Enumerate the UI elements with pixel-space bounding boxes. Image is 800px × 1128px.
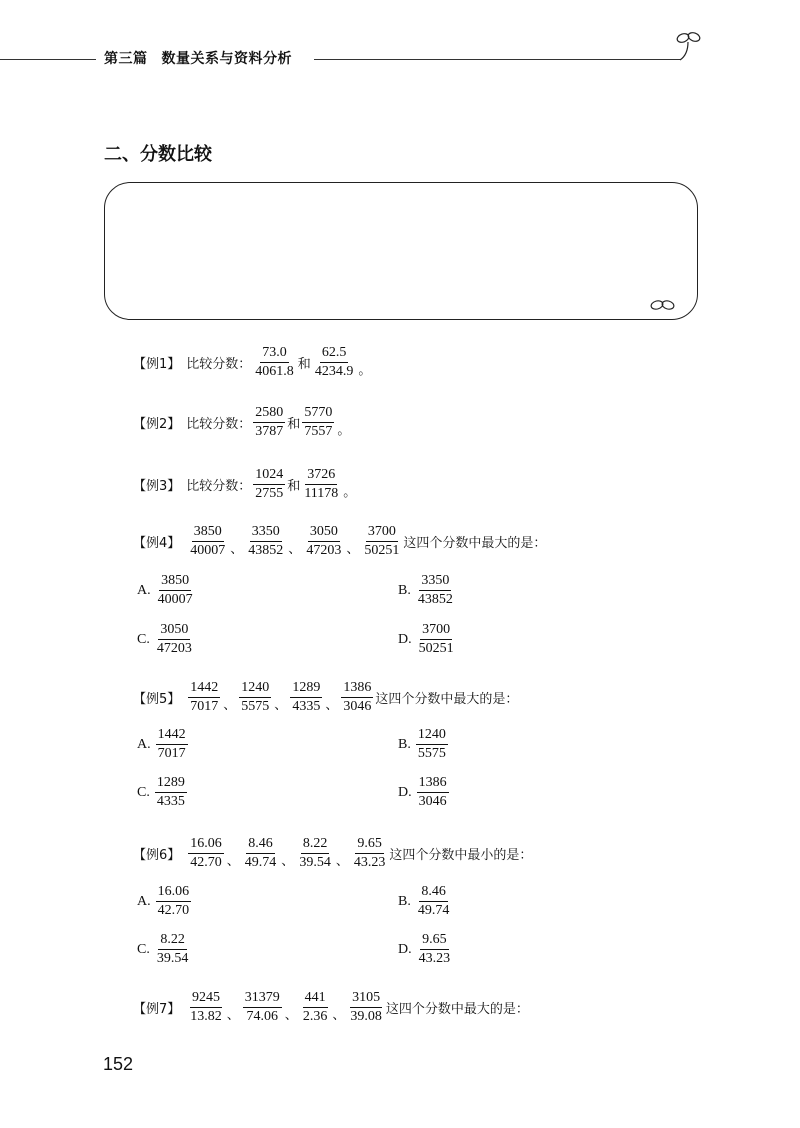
numerator: 3700 — [366, 524, 398, 542]
sprout-icon — [672, 28, 706, 62]
numerator: 62.5 — [320, 345, 349, 363]
option-letter: D. — [398, 631, 412, 647]
example-label: 【例7】 — [133, 1002, 181, 1018]
numerator: 16.06 — [188, 836, 224, 854]
denominator: 43852 — [248, 543, 284, 559]
example-label: 【例4】 — [133, 536, 181, 552]
running-header — [104, 48, 292, 68]
example-prompt: 这四个分数中最大的是： — [385, 1002, 529, 1018]
denominator: 50251 — [364, 543, 400, 559]
denominator: 49.74 — [244, 855, 277, 871]
fraction — [188, 524, 227, 559]
example-row — [133, 467, 357, 502]
denominator: 3046 — [343, 699, 372, 715]
answer-option — [137, 573, 197, 608]
fraction — [416, 884, 452, 919]
numerator: 1240 — [416, 727, 448, 745]
chapter-label: 第三篇 — [104, 51, 148, 67]
denominator: 11178 — [304, 486, 339, 502]
fraction — [417, 932, 453, 967]
fraction — [297, 836, 333, 871]
numerator: 8.46 — [246, 836, 275, 854]
example-prompt: 这四个分数中最小的是： — [389, 848, 533, 864]
option-letter: D. — [398, 784, 412, 800]
fraction — [188, 836, 224, 871]
fraction — [156, 573, 195, 608]
fraction — [156, 884, 192, 919]
sprout-icon — [650, 296, 676, 314]
denominator: 2755 — [255, 486, 284, 502]
denominator: 50251 — [418, 641, 454, 657]
section-title: 二、分数比较 — [104, 144, 212, 165]
chapter-title: 数量关系与资料分析 — [161, 51, 292, 67]
numerator: 3700 — [420, 622, 452, 640]
fraction — [239, 680, 271, 715]
fraction — [362, 524, 401, 559]
example-label: 【例2】 — [133, 417, 181, 433]
denominator: 39.08 — [350, 1009, 382, 1025]
enum-separator: 、 — [332, 1008, 346, 1024]
and-word: 和 — [287, 417, 301, 433]
denominator: 3046 — [418, 794, 447, 810]
denominator: 7017 — [157, 746, 186, 762]
denominator: 43.23 — [418, 951, 451, 967]
denominator: 4061.8 — [255, 364, 294, 380]
numerator: 3350 — [419, 573, 451, 591]
header-rule-right — [314, 59, 680, 60]
fraction — [341, 680, 373, 715]
numerator: 1289 — [290, 680, 322, 698]
answer-option — [398, 932, 454, 967]
enum-separator: 、 — [226, 854, 240, 870]
page-number: 152 — [103, 1054, 134, 1074]
fraction — [188, 990, 224, 1025]
numerator: 1386 — [341, 680, 373, 698]
enum-separator: 、 — [281, 854, 295, 870]
example-row — [133, 524, 546, 559]
denominator: 43.23 — [353, 855, 386, 871]
option-letter: C. — [137, 631, 150, 647]
fraction — [253, 405, 285, 440]
fraction — [155, 775, 187, 810]
option-letter: A. — [137, 893, 151, 909]
denominator: 7017 — [190, 699, 219, 715]
denominator: 2.36 — [302, 1009, 328, 1025]
fraction — [156, 727, 188, 762]
enum-separator: 、 — [288, 542, 302, 558]
period: 。 — [337, 423, 351, 439]
example-prompt: 比较分数： — [186, 357, 252, 373]
answer-option — [137, 775, 189, 810]
and-word: 和 — [287, 479, 301, 495]
option-letter: B. — [398, 893, 411, 909]
numerator: 8.46 — [419, 884, 448, 902]
denominator: 74.06 — [246, 1009, 279, 1025]
option-letter: C. — [137, 941, 150, 957]
fraction — [313, 345, 356, 380]
numerator: 31379 — [243, 990, 282, 1008]
enum-separator: 、 — [223, 698, 237, 714]
numerator: 73.0 — [260, 345, 289, 363]
enum-separator: 、 — [230, 542, 244, 558]
fraction — [301, 990, 330, 1025]
answer-option — [398, 775, 451, 810]
fraction — [155, 622, 194, 657]
enum-separator: 、 — [284, 1008, 298, 1024]
enum-separator: 、 — [325, 698, 339, 714]
answer-option — [398, 884, 453, 919]
period: 。 — [358, 363, 372, 379]
numerator: 3850 — [159, 573, 191, 591]
numerator: 1024 — [253, 467, 285, 485]
numerator: 8.22 — [158, 932, 187, 950]
numerator: 2580 — [253, 405, 285, 423]
option-letter: A. — [137, 582, 151, 598]
denominator: 42.70 — [157, 903, 190, 919]
example-label: 【例6】 — [133, 848, 181, 864]
numerator: 3050 — [308, 524, 340, 542]
fraction — [302, 467, 340, 502]
example-label: 【例3】 — [133, 479, 181, 495]
denominator: 40007 — [157, 592, 193, 608]
period: 。 — [343, 485, 357, 501]
summary-box — [104, 182, 698, 320]
numerator: 9.65 — [420, 932, 449, 950]
denominator: 4234.9 — [314, 364, 354, 380]
denominator: 5575 — [241, 699, 270, 715]
numerator: 3105 — [350, 990, 382, 1008]
enum-separator: 、 — [226, 1008, 240, 1024]
numerator: 1289 — [155, 775, 187, 793]
option-letter: B. — [398, 736, 411, 752]
numerator: 16.06 — [156, 884, 192, 902]
numerator: 5770 — [302, 405, 334, 423]
fraction — [416, 727, 448, 762]
example-label: 【例5】 — [133, 692, 181, 708]
fraction — [246, 524, 285, 559]
fraction — [155, 932, 191, 967]
fraction — [243, 836, 279, 871]
and-word: 和 — [297, 357, 311, 373]
example-prompt: 这四个分数中最大的是： — [403, 536, 547, 552]
example-row — [133, 990, 529, 1025]
numerator: 1442 — [156, 727, 188, 745]
fraction — [290, 680, 322, 715]
fraction — [348, 990, 384, 1025]
numerator: 9245 — [190, 990, 222, 1008]
example-row — [133, 345, 372, 380]
answer-option — [398, 622, 458, 657]
option-letter: D. — [398, 941, 412, 957]
example-label: 【例1】 — [133, 357, 181, 373]
example-row — [133, 836, 532, 871]
denominator: 5575 — [417, 746, 446, 762]
denominator: 4335 — [156, 794, 185, 810]
fraction — [417, 775, 449, 810]
denominator: 47203 — [156, 641, 192, 657]
option-letter: A. — [137, 736, 151, 752]
denominator: 4335 — [292, 699, 321, 715]
answer-option — [137, 932, 192, 967]
denominator: 39.54 — [156, 951, 189, 967]
option-letter: C. — [137, 784, 150, 800]
denominator: 40007 — [190, 543, 226, 559]
denominator: 47203 — [306, 543, 342, 559]
fraction — [243, 990, 282, 1025]
denominator: 7557 — [304, 424, 333, 440]
example-prompt: 比较分数： — [186, 417, 252, 433]
numerator: 1240 — [239, 680, 271, 698]
numerator: 1386 — [417, 775, 449, 793]
enum-separator: 、 — [335, 854, 349, 870]
option-letter: B. — [398, 582, 411, 598]
fraction — [416, 573, 455, 608]
numerator: 3350 — [250, 524, 282, 542]
answer-option — [137, 727, 190, 762]
fraction — [304, 524, 343, 559]
fraction — [417, 622, 456, 657]
example-row — [133, 680, 518, 715]
example-row — [133, 405, 351, 440]
numerator: 441 — [303, 990, 328, 1008]
answer-option — [137, 884, 193, 919]
numerator: 3050 — [158, 622, 190, 640]
denominator: 43852 — [417, 592, 453, 608]
answer-option — [137, 622, 196, 657]
denominator: 42.70 — [190, 855, 222, 871]
example-prompt: 比较分数： — [186, 479, 252, 495]
numerator: 8.22 — [301, 836, 330, 854]
denominator: 3787 — [255, 424, 284, 440]
example-prompt: 这四个分数中最大的是： — [375, 692, 519, 708]
numerator: 3726 — [305, 467, 337, 485]
fraction — [253, 467, 285, 502]
answer-option — [398, 573, 457, 608]
fraction — [188, 680, 220, 715]
fraction — [253, 345, 296, 380]
denominator: 39.54 — [299, 855, 331, 871]
enum-separator: 、 — [274, 698, 288, 714]
enum-separator: 、 — [346, 542, 360, 558]
numerator: 3850 — [192, 524, 224, 542]
answer-option — [398, 727, 450, 762]
numerator: 9.65 — [355, 836, 384, 854]
fraction — [352, 836, 388, 871]
numerator: 1442 — [188, 680, 220, 698]
fraction — [302, 405, 334, 440]
header-rule-left — [0, 59, 96, 60]
denominator: 49.74 — [417, 903, 450, 919]
denominator: 13.82 — [190, 1009, 222, 1025]
